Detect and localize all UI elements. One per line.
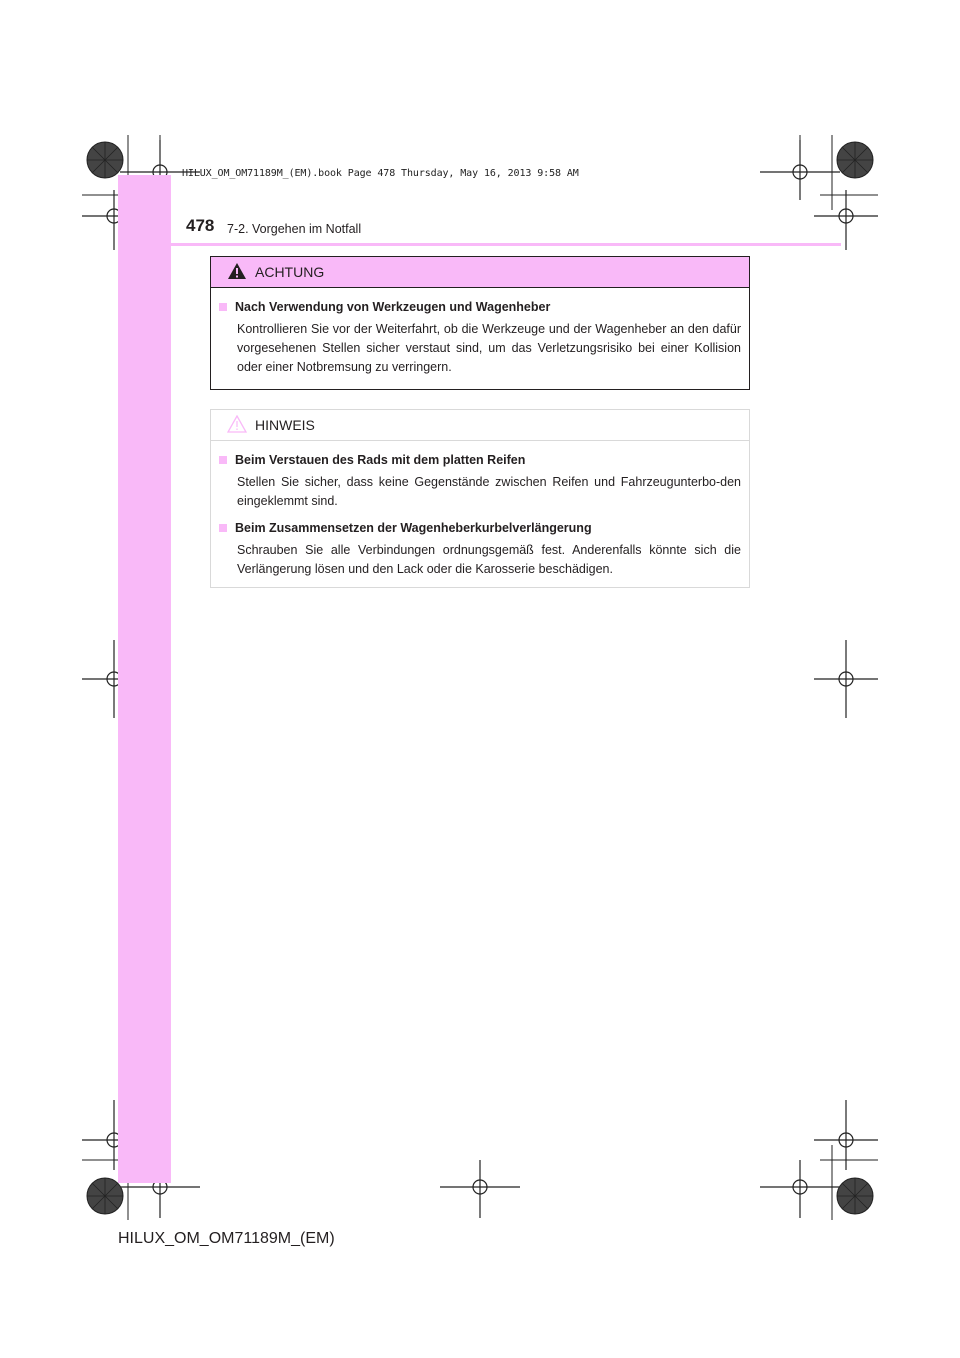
- bullet-square-icon: [219, 524, 227, 532]
- warning-triangle-icon: [227, 262, 247, 280]
- notice-item-text: Schrauben Sie alle Verbindungen ordnungsgemäß fest. Anderenfalls könnte sich die Verlängerung lösen und den Lack oder die Karosserie beschädigen.: [237, 543, 741, 576]
- notice-triangle-icon: [227, 415, 247, 433]
- notice-item: [219, 521, 741, 579]
- page-number: 478: [186, 216, 215, 235]
- warning-item-title: Nach Verwendung von Werkzeugen und Wagenheber: [235, 300, 551, 314]
- notice-label: HINWEIS: [255, 417, 315, 433]
- footer-doc-id: HILUX_OM_OM71189M_(EM): [118, 1230, 335, 1247]
- notice-item-title: Beim Zusammensetzen der Wagenheberkurbelverlängerung: [235, 521, 592, 535]
- warning-header: [211, 257, 749, 288]
- notice-item-title: Beim Verstauen des Rads mit dem platten Reifen: [235, 453, 526, 467]
- notice-item-text: Stellen Sie sicher, dass keine Gegenstände zwischen Reifen und Fahrzeugunterbo-den eingeklemmt sind.: [237, 475, 741, 508]
- notice-item: [219, 453, 741, 511]
- bullet-square-icon: [219, 456, 227, 464]
- warning-box: [210, 256, 750, 390]
- side-strip: [118, 175, 171, 1183]
- bullet-square-icon: [219, 303, 227, 311]
- warning-label: ACHTUNG: [255, 264, 325, 280]
- notice-box: [210, 409, 750, 588]
- book-stamp: HILUX_OM_OM71189M_(EM).book Page 478 Thursday, May 16, 2013 9:58 AM: [182, 168, 579, 179]
- header-rule: [118, 243, 841, 246]
- warning-item-text: Kontrollieren Sie vor der Weiterfahrt, ob die Werkzeuge und der Wagenheber an den dafür vorgesehenen Stellen sicher verstaut sind, um das Verletzungsrisiko bei einer Kollision oder einer Notbremsung zu verringern.: [237, 322, 741, 374]
- notice-header: [211, 410, 749, 441]
- section-title: 7-2. Vorgehen im Notfall: [227, 222, 362, 236]
- warning-item: [219, 300, 741, 377]
